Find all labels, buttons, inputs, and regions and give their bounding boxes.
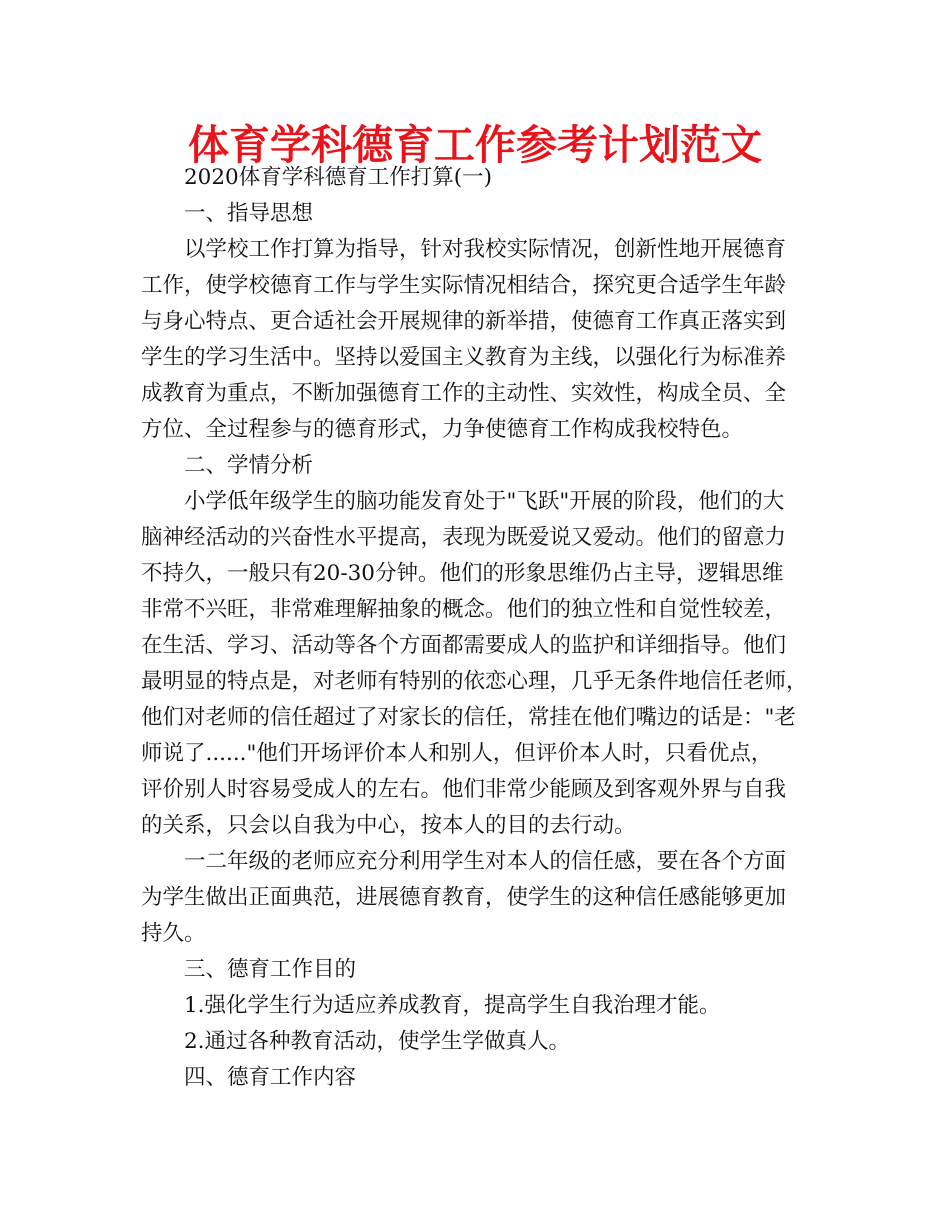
goal-item-text: 1.强化学生行为适应养成教育，提高学生自我治理才能。: [184, 993, 721, 1018]
subtitle-text: 2020体育学科德育工作打算(一): [184, 165, 492, 190]
paragraph-line: 最明显的特点是，对老师有特别的依恋心理，几乎无条件地信任老师，: [141, 669, 808, 694]
subtitle: [141, 160, 831, 196]
document-title: 体育学科德育工作参考计划范文: [188, 121, 762, 169]
paragraph-line: 不持久，一般只有20-30分钟。他们的形象思维仍占主导，逻辑思维: [141, 561, 784, 586]
section-heading-text: 三、德育工作目的: [184, 957, 357, 982]
section-heading-guiding-ideology: [141, 196, 831, 232]
paragraph-line: 为学生做出正面典范，进展德育教育，使学生的这种信任感能够更加: [141, 885, 787, 910]
paragraph-line: 学生的学习生活中。坚持以爱国主义教育为主线，以强化行为标准养: [141, 345, 787, 370]
section-heading-text: 一、指导思想: [184, 201, 314, 226]
paragraph-line: 一二年级的老师应充分利用学生对本人的信任感，要在各个方面: [184, 849, 787, 874]
section-heading-moral-goals: [141, 952, 831, 988]
section-heading-text: 四、德育工作内容: [184, 1065, 357, 1090]
paragraph-line: 成教育为重点，不断加强德育工作的主动性、实效性，构成全员、全: [141, 381, 787, 406]
goal-item: [141, 988, 831, 1024]
paragraph-teacher-role: [141, 844, 831, 952]
paragraph-line: 持久。: [141, 921, 206, 946]
paragraph-guiding-ideology: [141, 232, 831, 448]
paragraph-line: 脑神经活动的兴奋性水平提高，表现为既爱说又爱动。他们的留意力: [141, 525, 787, 550]
paragraph-line: 他们对老师的信任超过了对家长的信任，常挂在他们嘴边的话是："老: [141, 705, 796, 730]
paragraph-line: 小学低年级学生的脑功能发育处于"飞跃"开展的阶段，他们的大: [184, 489, 785, 514]
goal-item: [141, 1024, 831, 1060]
paragraph-line: 方位、全过程参与的德育形式，力争使德育工作构成我校特色。: [141, 417, 744, 442]
paragraph-line: 与身心特点、更合适社会开展规律的新举措，使德育工作真正落实到: [141, 309, 787, 334]
goal-item-text: 2.通过各种教育活动，使学生学做真人。: [184, 1029, 571, 1054]
paragraph-line: 师说了......"他们开场评价本人和别人，但评价本人时，只看优点，: [141, 741, 773, 766]
paragraph-student-analysis: [141, 484, 831, 844]
paragraph-line: 非常不兴旺，非常难理解抽象的概念。他们的独立性和自觉性较差，: [141, 597, 787, 622]
paragraph-line: 工作，使学校德育工作与学生实际情况相结合，探究更合适学生年龄: [141, 273, 787, 298]
section-heading-text: 二、学情分析: [184, 453, 314, 478]
document-body: [141, 160, 831, 1096]
paragraph-line: 的关系，只会以自我为中心，按本人的目的去行动。: [141, 813, 636, 838]
paragraph-line: 以学校工作打算为指导，针对我校实际情况，创新性地开展德育: [184, 237, 787, 262]
section-heading-moral-content: [141, 1060, 831, 1096]
section-heading-student-analysis: [141, 448, 831, 484]
paragraph-line: 评价别人时容易受成人的左右。他们非常少能顾及到客观外界与自我: [141, 777, 787, 802]
paragraph-line: 在生活、学习、活动等各个方面都需要成人的监护和详细指导。他们: [141, 633, 787, 658]
